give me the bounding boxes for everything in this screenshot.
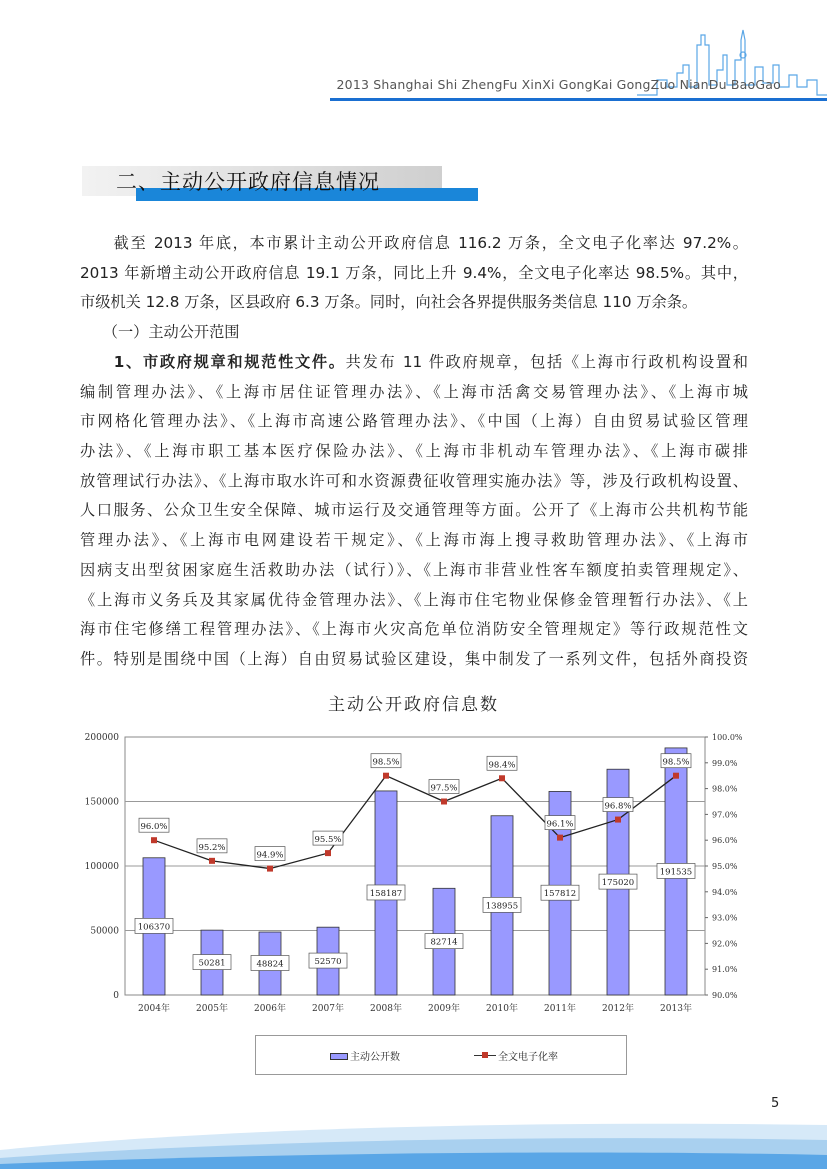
x-tick-label: 2006年 bbox=[254, 1004, 286, 1014]
rate-data-label: 98.5% bbox=[662, 757, 690, 768]
rate-point bbox=[499, 775, 505, 781]
legend-bar-swatch bbox=[330, 1053, 348, 1060]
rate-data-label: 95.2% bbox=[198, 842, 226, 853]
y-left-tick-label: 150000 bbox=[84, 797, 119, 808]
bar-data-label: 158187 bbox=[369, 888, 403, 899]
bar-data-label: 191535 bbox=[659, 867, 693, 878]
legend-line-marker bbox=[482, 1052, 488, 1058]
footer-wave-decoration bbox=[0, 1110, 827, 1169]
rate-point bbox=[441, 799, 447, 805]
y-right-tick-label: 93.0% bbox=[712, 913, 738, 923]
text-line: 办法》、《上海市职工基本医疗保险办法》、《上海市非机动车管理办法》、《上海市碳排 bbox=[80, 442, 748, 461]
text-line: 市级机关 12.8 万条，区县政府 6.3 万条。同时，向社会各界提供服务类信息 110 万余条。 bbox=[80, 293, 698, 312]
y-right-tick-label: 92.0% bbox=[712, 939, 738, 949]
bar-data-label: 82714 bbox=[430, 937, 458, 948]
chart bbox=[0, 720, 827, 1030]
bar-data-label: 50281 bbox=[198, 958, 226, 969]
x-tick-label: 2007年 bbox=[312, 1004, 344, 1014]
text-line: 管理办法》、《上海市电网建设若干规定》、《上海市海上搜寻救助管理办法》、《上海市 bbox=[80, 531, 748, 550]
paragraph-summary bbox=[80, 229, 748, 318]
y-right-tick-label: 96.0% bbox=[712, 836, 738, 846]
bar-data-label: 48824 bbox=[256, 959, 284, 970]
text-line: 截至 2013 年底，本市累计主动公开政府信息 116.2 万条，全文电子化率达 97.2%。 bbox=[80, 234, 748, 252]
x-tick-label: 2009年 bbox=[428, 1004, 460, 1014]
bar-data-label: 106370 bbox=[137, 922, 171, 933]
y-left-tick-label: 100000 bbox=[84, 862, 119, 872]
bar-data-label: 175020 bbox=[601, 878, 635, 889]
chart-legend bbox=[255, 1035, 627, 1075]
page-number: 5 bbox=[771, 1096, 780, 1111]
rate-data-label: 98.5% bbox=[372, 757, 400, 768]
legend-bar-label: 主动公开数 bbox=[350, 1052, 400, 1063]
section-title: 二、主动公开政府信息情况 bbox=[116, 170, 380, 194]
rate-point bbox=[151, 837, 157, 843]
x-tick-label: 2012年 bbox=[602, 1004, 634, 1014]
x-tick-label: 2005年 bbox=[196, 1004, 228, 1014]
y-right-tick-label: 98.0% bbox=[712, 784, 738, 794]
text-line: 放管理试行办法》、《上海市取水许可和水资源费征收管理实施办法》等，涉及行政机构设置、 bbox=[80, 471, 748, 490]
text-line: 2013 年新增主动公开政府信息 19.1 万条，同比上升 9.4%，全文电子化率达 98.5%。其中， bbox=[80, 263, 748, 282]
text-line: 因病支出型贫困家庭生活救助办法（试行）》、《上海市非营业性客车额度拍卖管理规定》、 bbox=[80, 560, 748, 579]
text-line: 海市住宅修缮工程管理办法》、《上海市火灾高危单位消防安全管理规定》等行政规范性文 bbox=[80, 620, 748, 639]
header-title: 2013 Shanghai Shi ZhengFu XinXi GongKai GongZuo NianDu BaoGao bbox=[336, 77, 781, 92]
rate-data-label: 94.9% bbox=[256, 850, 284, 861]
legend-line-label: 全文电子化率 bbox=[498, 1052, 558, 1063]
bar-data-label: 138955 bbox=[485, 901, 519, 912]
y-left-tick-label: 0 bbox=[113, 991, 119, 1001]
bar-data-label: 52570 bbox=[314, 957, 342, 968]
rate-point bbox=[209, 858, 215, 864]
text-line: 人口服务、公众卫生安全保障、城市运行及交通管理等方面。公开了《上海市公共机构节能 bbox=[80, 501, 748, 520]
rate-point bbox=[325, 850, 331, 856]
rate-data-label: 96.8% bbox=[604, 801, 632, 812]
y-right-tick-label: 95.0% bbox=[712, 862, 738, 871]
x-tick-label: 2010年 bbox=[486, 1004, 518, 1014]
text-line: 件。特别是围绕中国（上海）自由贸易试验区建设，集中制发了一系列文件，包括外商投资 bbox=[80, 649, 748, 668]
x-tick-label: 2004年 bbox=[138, 1004, 170, 1014]
rate-point bbox=[267, 866, 273, 872]
text-line bbox=[80, 348, 748, 378]
rate-data-label: 98.4% bbox=[488, 760, 516, 771]
text-span: 共发布 11 件政府规章，包括《上海市行政机构设置和 bbox=[345, 353, 748, 371]
header-rule bbox=[330, 98, 827, 101]
bar-data-label: 157812 bbox=[543, 889, 577, 900]
chart-title: 主动公开政府信息数 bbox=[328, 695, 499, 715]
rate-point bbox=[383, 773, 389, 779]
rate-data-label: 97.5% bbox=[430, 783, 458, 794]
text-line: 编制管理办法》、《上海市居住证管理办法》、《上海市活禽交易管理办法》、《上海市城 bbox=[80, 382, 748, 401]
rate-data-label: 96.0% bbox=[140, 822, 168, 833]
y-right-tick-label: 91.0% bbox=[712, 965, 738, 975]
paragraph-lead: 1、市政府规章和规范性文件。 bbox=[80, 353, 346, 371]
x-tick-label: 2008年 bbox=[370, 1004, 402, 1014]
y-left-tick-label: 50000 bbox=[90, 926, 119, 937]
subheading-text: （一）主动公开范围 bbox=[80, 323, 240, 341]
x-tick-label: 2011年 bbox=[544, 1004, 576, 1014]
y-right-tick-label: 100.0% bbox=[712, 733, 743, 742]
y-right-tick-label: 97.0% bbox=[712, 810, 738, 820]
rate-point bbox=[557, 835, 563, 841]
paragraph-regulations bbox=[80, 348, 748, 675]
rate-data-label: 96.1% bbox=[546, 819, 574, 830]
text-line: 市网格化管理办法》、《上海市高速公路管理办法》、《中国（上海）自由贸易试验区管理 bbox=[80, 412, 748, 431]
rate-point bbox=[673, 773, 679, 779]
rate-data-label: 95.5% bbox=[314, 835, 342, 846]
rate-point bbox=[615, 817, 621, 823]
x-tick-label: 2013年 bbox=[660, 1004, 692, 1014]
y-left-tick-label: 200000 bbox=[84, 733, 119, 743]
y-right-tick-label: 90.0% bbox=[712, 991, 738, 1000]
subheading-scope bbox=[80, 318, 748, 348]
text-line: 《上海市义务兵及其家属优待金管理办法》、《上海市住宅物业保修金管理暂行办法》、《上 bbox=[80, 590, 748, 609]
y-right-tick-label: 99.0% bbox=[712, 758, 738, 768]
y-right-tick-label: 94.0% bbox=[712, 887, 738, 897]
